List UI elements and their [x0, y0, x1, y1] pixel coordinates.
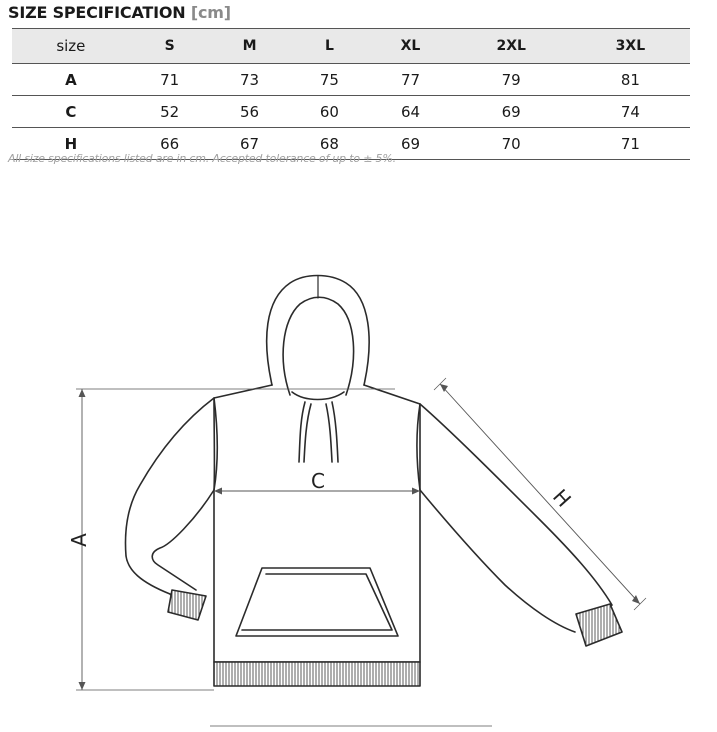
- column-header: S: [130, 29, 210, 64]
- table-cell: 73: [210, 64, 290, 96]
- title-text: SIZE SPECIFICATION: [8, 3, 186, 22]
- table-cell: 79: [452, 64, 571, 96]
- column-header: 2XL: [452, 29, 571, 64]
- column-header: M: [210, 29, 290, 64]
- column-header: 3XL: [571, 29, 690, 64]
- row-label: A: [12, 64, 130, 96]
- dimension-label-c: C: [311, 469, 325, 493]
- table-cell: 75: [290, 64, 370, 96]
- table-cell: 77: [369, 64, 451, 96]
- table-cell: 67: [210, 128, 290, 160]
- column-header: L: [290, 29, 370, 64]
- left-cuff: [168, 590, 206, 620]
- column-header: XL: [369, 29, 451, 64]
- table-cell: 71: [130, 64, 210, 96]
- table-cell: 74: [571, 96, 690, 128]
- hood-opening: [283, 297, 353, 395]
- column-header: size: [12, 29, 130, 64]
- table-cell: 69: [452, 96, 571, 128]
- waistband: [214, 662, 420, 686]
- table-cell: 70: [452, 128, 571, 160]
- dimension-label-h: H: [548, 484, 576, 512]
- row-label: C: [12, 96, 130, 128]
- table-cell: 56: [210, 96, 290, 128]
- title-unit: [cm]: [190, 3, 231, 22]
- table-cell: 81: [571, 64, 690, 96]
- right-sleeve: [420, 404, 612, 612]
- tolerance-note: All size specifications listed are in cm. Accepted tolerance of up to ± 5%.: [8, 152, 396, 165]
- table-cell: 69: [369, 128, 451, 160]
- kangaroo-pocket: [236, 568, 398, 636]
- table-cell: 64: [369, 96, 451, 128]
- table-cell: 68: [290, 128, 370, 160]
- table-cell: 52: [130, 96, 210, 128]
- table-cell: 71: [571, 128, 690, 160]
- table-cell: 66: [130, 128, 210, 160]
- drawstring-right: [326, 404, 332, 462]
- table-cell: 60: [290, 96, 370, 128]
- row-label: H: [12, 128, 130, 160]
- dimension-label-a: A: [67, 533, 91, 547]
- hoodie-body: [214, 385, 420, 662]
- right-cuff: [576, 604, 622, 646]
